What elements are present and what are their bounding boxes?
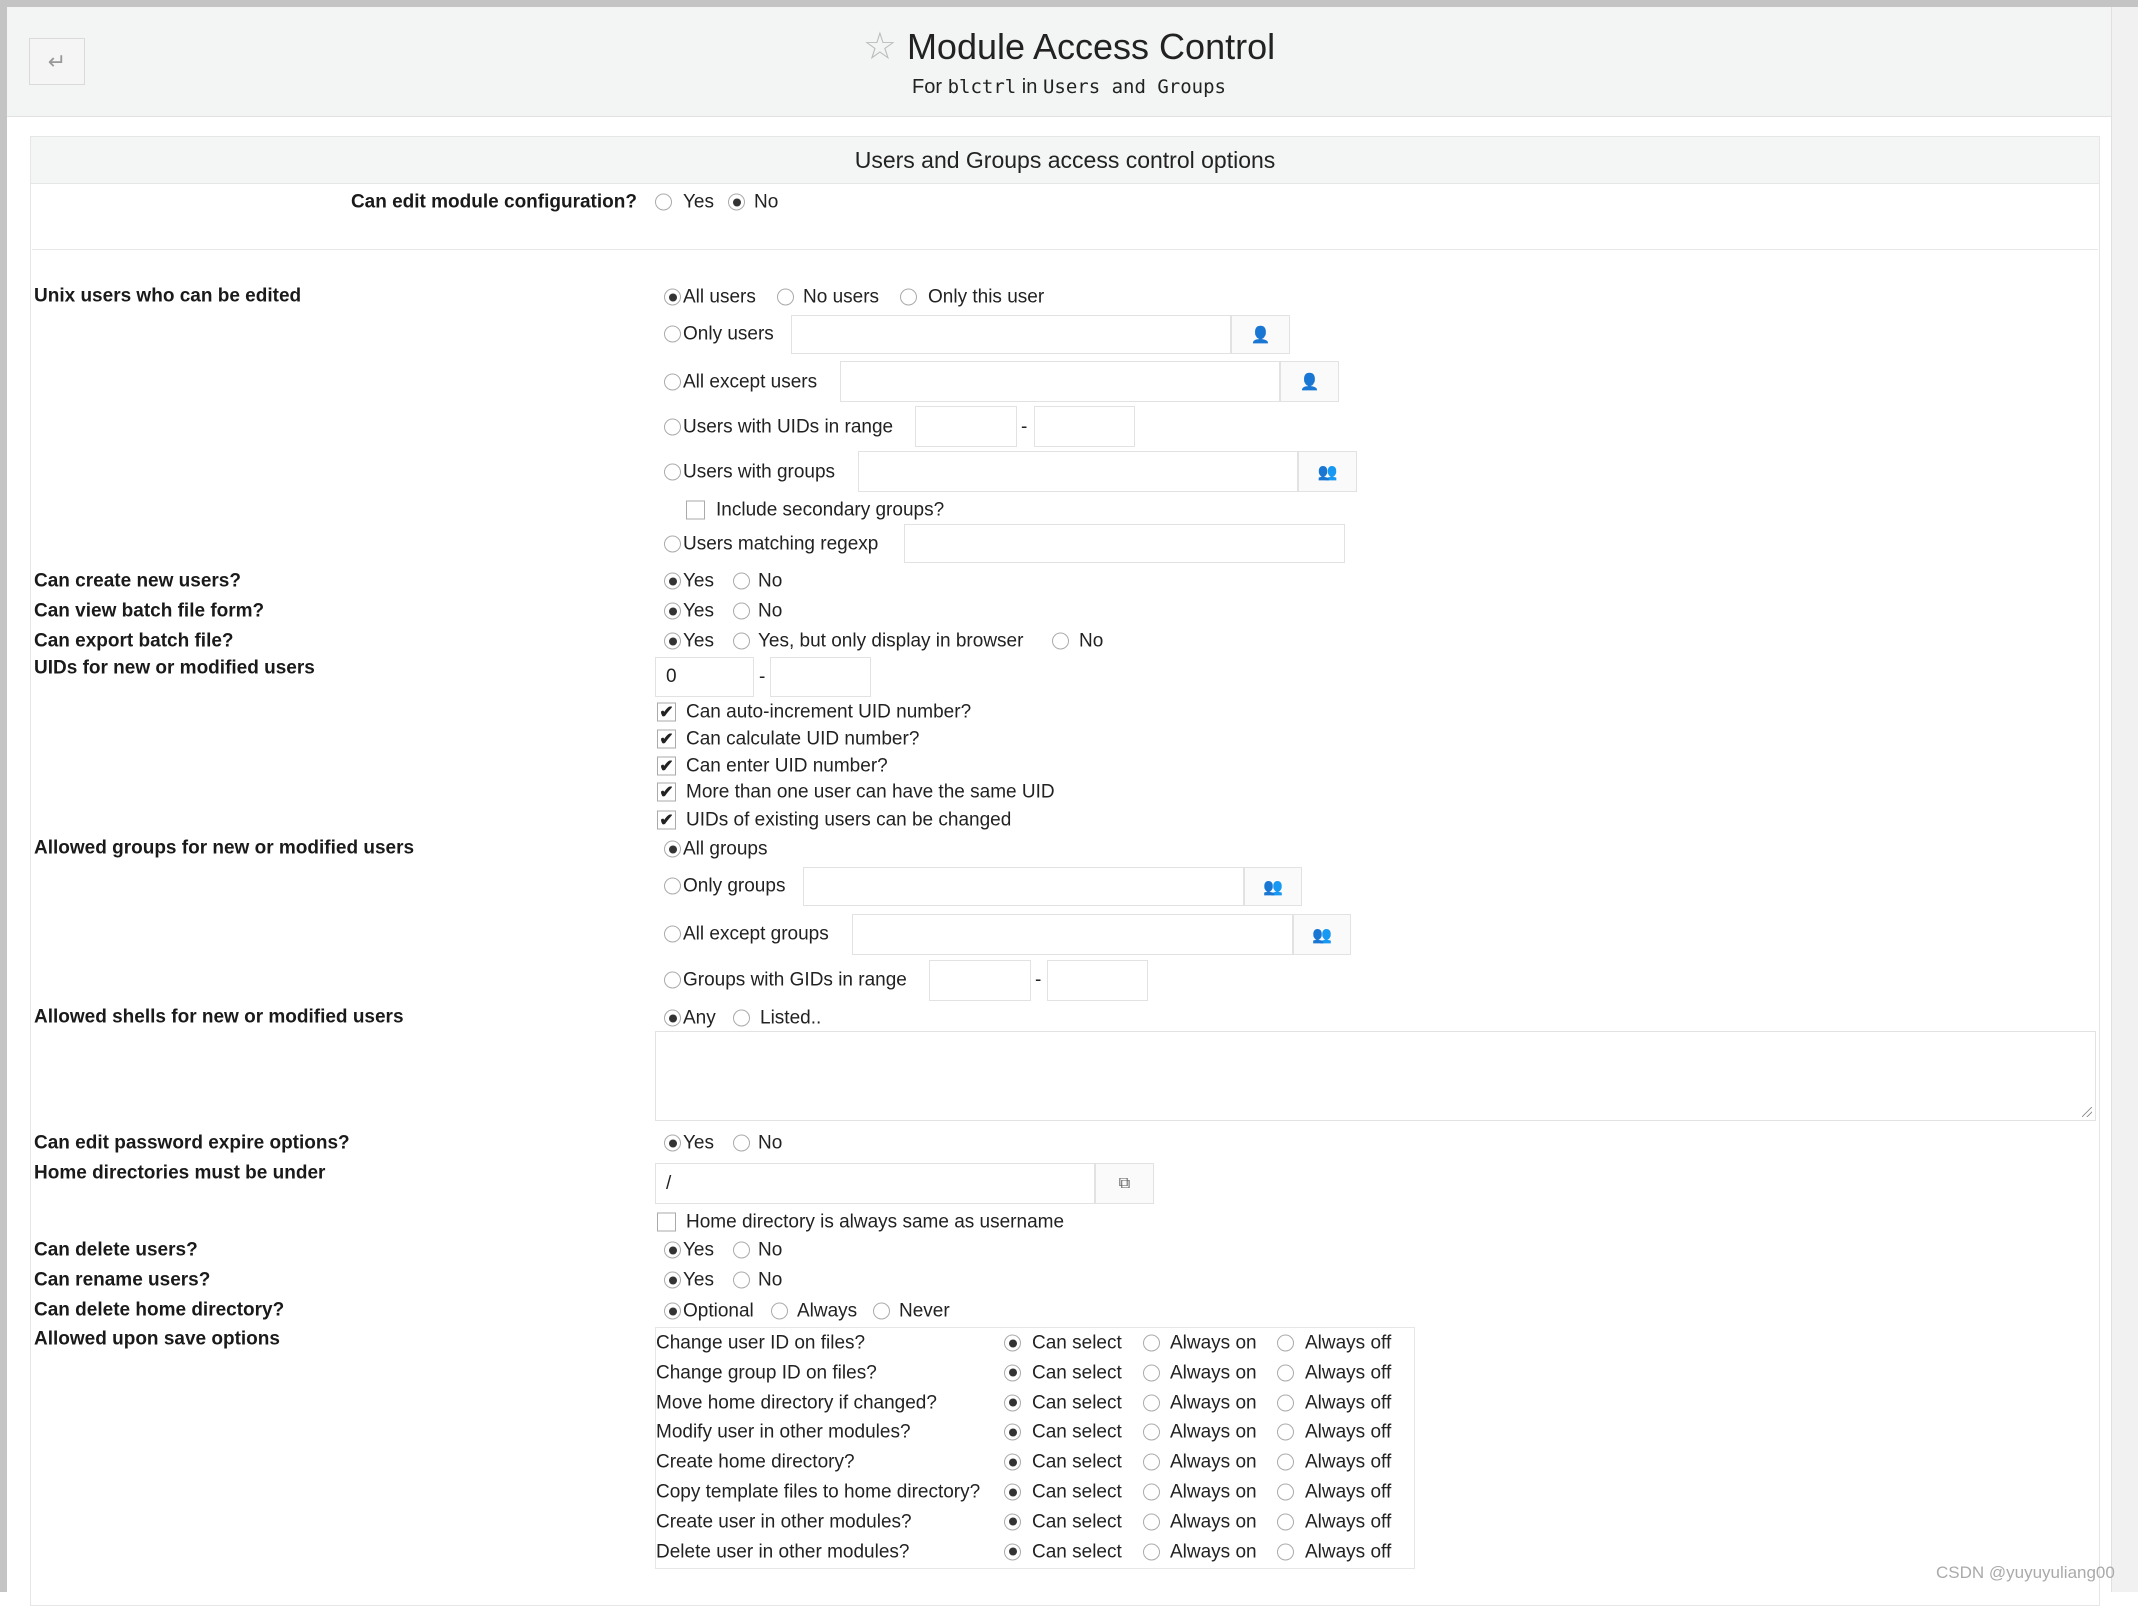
save-option-choice-label[interactable]: Always on bbox=[1170, 1421, 1257, 1443]
groups-except-radio[interactable] bbox=[664, 926, 681, 943]
export-batch-yes-radio[interactable] bbox=[664, 633, 681, 650]
batch-form-no-label[interactable]: No bbox=[758, 600, 783, 622]
unix-users-except-radio[interactable] bbox=[664, 374, 681, 391]
save-option-choice-label[interactable]: Always off bbox=[1305, 1481, 1392, 1503]
except-users-picker-button[interactable] bbox=[1280, 361, 1339, 402]
window-left-border bbox=[0, 0, 7, 1592]
groups-gid-range-radio[interactable] bbox=[664, 972, 681, 989]
arrow-return-icon: ↵ bbox=[47, 48, 67, 74]
groups-all-label[interactable]: All groups bbox=[683, 838, 768, 860]
export-batch-browser-radio[interactable] bbox=[733, 633, 750, 650]
export-batch-no-label[interactable]: No bbox=[1079, 630, 1104, 652]
user-icon: 👤 bbox=[1299, 373, 1320, 391]
can-edit-config-label: Can edit module configuration? bbox=[350, 191, 637, 213]
home-dir-input-value: / bbox=[666, 1172, 672, 1194]
include-secondary-label[interactable]: Include secondary groups? bbox=[716, 499, 945, 521]
save-option-choice-label[interactable]: Can select bbox=[1032, 1362, 1122, 1384]
unix-users-uid-range-label[interactable]: Users with UIDs in range bbox=[683, 416, 894, 438]
unix-users-only-this-label[interactable]: Only this user bbox=[928, 286, 1045, 308]
save-option-radio[interactable] bbox=[1004, 1543, 1021, 1560]
groups-only-label[interactable]: Only groups bbox=[683, 875, 786, 897]
unix-users-uid-range-radio[interactable] bbox=[664, 419, 681, 436]
pwd-expire-no-radio[interactable] bbox=[733, 1135, 750, 1152]
home-dir-input[interactable] bbox=[655, 1163, 1095, 1204]
subtitle-module: Users and Groups bbox=[1042, 76, 1226, 98]
range-separator: - bbox=[1035, 969, 1042, 991]
can-delete-users-yes-label[interactable]: Yes bbox=[683, 1239, 714, 1261]
only-users-input[interactable] bbox=[791, 315, 1231, 354]
save-option-choice-label[interactable]: Can select bbox=[1032, 1421, 1122, 1443]
file-chooser-icon: ⧉ bbox=[1118, 1174, 1131, 1192]
save-option-radio[interactable] bbox=[1143, 1543, 1160, 1560]
pwd-expire-label: Can edit password expire options? bbox=[34, 1132, 350, 1154]
save-option-row-label: Move home directory if changed? bbox=[656, 1392, 937, 1414]
except-users-input[interactable] bbox=[840, 361, 1280, 402]
groups-label: Allowed groups for new or modified users bbox=[34, 837, 415, 859]
checkmark-icon: ✔ bbox=[659, 729, 674, 749]
save-option-choice-label[interactable]: Always on bbox=[1170, 1511, 1257, 1533]
export-batch-browser-label[interactable]: Yes, but only display in browser bbox=[758, 630, 1024, 652]
panel-title: Users and Groups access control options bbox=[30, 136, 2100, 184]
save-option-radio[interactable] bbox=[1277, 1454, 1294, 1471]
uid-option-label[interactable]: Can auto-increment UID number? bbox=[686, 701, 972, 723]
window-top-border bbox=[0, 0, 2138, 7]
delete-home-always-radio[interactable] bbox=[771, 1303, 788, 1320]
uid-range-min-input[interactable] bbox=[915, 406, 1017, 447]
export-batch-label: Can export batch file? bbox=[34, 630, 234, 652]
uid-option-checkbox[interactable] bbox=[657, 783, 676, 802]
shells-any-label[interactable]: Any bbox=[683, 1007, 716, 1029]
checkmark-icon: ✔ bbox=[659, 810, 674, 830]
can-create-users-label: Can create new users? bbox=[34, 570, 241, 592]
can-edit-config-yes-radio[interactable] bbox=[655, 194, 672, 211]
save-option-radio[interactable] bbox=[1004, 1454, 1021, 1471]
pwd-expire-yes-label[interactable]: Yes bbox=[683, 1132, 714, 1154]
delete-home-optional-label[interactable]: Optional bbox=[683, 1300, 754, 1322]
can-rename-users-yes-radio[interactable] bbox=[664, 1272, 681, 1289]
include-secondary-checkbox[interactable] bbox=[686, 501, 705, 520]
can-rename-users-label: Can rename users? bbox=[34, 1269, 211, 1291]
unix-users-only-label[interactable]: Only users bbox=[683, 323, 774, 345]
range-separator: - bbox=[1021, 416, 1028, 438]
save-option-radio[interactable] bbox=[1004, 1364, 1021, 1381]
save-option-row-label: Delete user in other modules? bbox=[656, 1541, 910, 1563]
shells-label: Allowed shells for new or modified users bbox=[34, 1006, 404, 1028]
regexp-input[interactable] bbox=[904, 524, 1345, 563]
uid-option-checkbox[interactable] bbox=[657, 703, 676, 722]
save-option-radio[interactable] bbox=[1143, 1454, 1160, 1471]
uid-option-label[interactable]: Can calculate UID number? bbox=[686, 728, 920, 750]
save-option-radio[interactable] bbox=[1277, 1335, 1294, 1352]
user-icon: 👤 bbox=[1250, 326, 1271, 344]
save-option-radio[interactable] bbox=[1004, 1484, 1021, 1501]
can-delete-users-no-radio[interactable] bbox=[733, 1242, 750, 1259]
pwd-expire-no-label[interactable]: No bbox=[758, 1132, 783, 1154]
save-option-choice-label[interactable]: Always off bbox=[1305, 1362, 1392, 1384]
shells-listed-label[interactable]: Listed.. bbox=[760, 1007, 822, 1029]
uids-label: UIDs for new or modified users bbox=[34, 657, 315, 679]
uid-max-input[interactable] bbox=[770, 657, 871, 697]
save-option-radio[interactable] bbox=[1143, 1394, 1160, 1411]
can-create-users-yes-radio[interactable] bbox=[664, 573, 681, 590]
save-option-choice-label[interactable]: Always on bbox=[1170, 1451, 1257, 1473]
checkmark-icon: ✔ bbox=[659, 782, 674, 802]
home-dirs-label: Home directories must be under bbox=[34, 1162, 326, 1184]
page-subtitle bbox=[0, 76, 2138, 99]
uid-option-checkbox[interactable] bbox=[657, 730, 676, 749]
save-options-label: Allowed upon save options bbox=[34, 1328, 280, 1350]
save-option-row-label: Copy template files to home directory? bbox=[656, 1481, 981, 1503]
home-dir-chooser-button[interactable] bbox=[1095, 1163, 1154, 1204]
group-icon: 👥 bbox=[1263, 878, 1283, 896]
save-option-radio[interactable] bbox=[1143, 1513, 1160, 1530]
unix-users-all-radio[interactable] bbox=[664, 289, 681, 306]
save-option-radio[interactable] bbox=[1004, 1335, 1021, 1352]
unix-users-groups-label[interactable]: Users with groups bbox=[683, 461, 836, 483]
checkmark-icon: ✔ bbox=[659, 756, 674, 776]
delete-home-label: Can delete home directory? bbox=[34, 1299, 285, 1321]
unix-users-regexp-radio[interactable] bbox=[664, 536, 681, 553]
page-title bbox=[0, 24, 2138, 69]
unix-users-only-radio[interactable] bbox=[664, 326, 681, 343]
shells-textarea[interactable] bbox=[655, 1031, 2096, 1121]
watermark: CSDN @yuyuyuliang00 bbox=[1936, 1563, 2115, 1582]
can-delete-users-label: Can delete users? bbox=[34, 1239, 198, 1261]
save-option-row-label: Change group ID on files? bbox=[656, 1362, 877, 1384]
can-delete-users-no-label[interactable]: No bbox=[758, 1239, 783, 1261]
export-batch-no-radio[interactable] bbox=[1052, 633, 1069, 650]
save-option-choice-label[interactable]: Can select bbox=[1032, 1332, 1122, 1354]
save-option-choice-label[interactable]: Can select bbox=[1032, 1511, 1122, 1533]
page-title-text: Module Access Control bbox=[906, 26, 1276, 67]
subtitle-user: blctrl bbox=[947, 76, 1017, 98]
only-groups-input[interactable] bbox=[803, 867, 1244, 906]
batch-form-yes-label[interactable]: Yes bbox=[683, 600, 714, 622]
unix-users-none-radio[interactable] bbox=[777, 289, 794, 306]
save-option-row-label: Create home directory? bbox=[656, 1451, 855, 1473]
gid-min-input[interactable] bbox=[929, 960, 1031, 1001]
group-icon: 👥 bbox=[1317, 463, 1338, 481]
delete-home-never-radio[interactable] bbox=[873, 1303, 890, 1320]
uid-min-input-value: 0 bbox=[666, 666, 677, 687]
only-users-picker-button[interactable] bbox=[1231, 315, 1290, 354]
delete-home-never-label[interactable]: Never bbox=[899, 1300, 950, 1322]
delete-home-optional-radio[interactable] bbox=[664, 1303, 681, 1320]
uid-option-checkbox[interactable] bbox=[657, 757, 676, 776]
save-option-choice-label[interactable]: Always off bbox=[1305, 1392, 1392, 1414]
uid-option-label[interactable]: Can enter UID number? bbox=[686, 755, 888, 777]
can-edit-config-no-radio[interactable] bbox=[728, 194, 745, 211]
unix-users-regexp-label[interactable]: Users matching regexp bbox=[683, 533, 879, 555]
scrollbar[interactable] bbox=[2111, 7, 2138, 1592]
can-rename-users-no-radio[interactable] bbox=[733, 1272, 750, 1289]
unix-users-all-label[interactable]: All users bbox=[683, 286, 756, 308]
export-batch-yes-label[interactable]: Yes bbox=[683, 630, 714, 652]
star-icon[interactable]: ☆ bbox=[862, 26, 897, 68]
can-rename-users-yes-label[interactable]: Yes bbox=[683, 1269, 714, 1291]
divider bbox=[32, 249, 2098, 250]
users-groups-picker-button[interactable] bbox=[1298, 451, 1357, 492]
save-option-radio[interactable] bbox=[1143, 1364, 1160, 1381]
save-option-choice-label[interactable]: Always off bbox=[1305, 1332, 1392, 1354]
save-option-radio[interactable] bbox=[1004, 1424, 1021, 1441]
batch-form-yes-radio[interactable] bbox=[664, 603, 681, 620]
checkmark-icon: ✔ bbox=[659, 702, 674, 722]
save-option-choice-label[interactable]: Can select bbox=[1032, 1392, 1122, 1414]
unix-users-none-label[interactable]: No users bbox=[803, 286, 880, 308]
uid-min-input[interactable] bbox=[655, 657, 754, 697]
except-groups-picker-button[interactable] bbox=[1293, 914, 1351, 955]
save-option-radio[interactable] bbox=[1004, 1513, 1021, 1530]
save-option-radio[interactable] bbox=[1277, 1484, 1294, 1501]
unix-users-groups-radio[interactable] bbox=[664, 464, 681, 481]
groups-gid-range-label[interactable]: Groups with GIDs in range bbox=[683, 969, 907, 991]
save-option-row-label: Change user ID on files? bbox=[656, 1332, 866, 1354]
save-option-radio[interactable] bbox=[1004, 1394, 1021, 1411]
save-option-choice-label[interactable]: Always on bbox=[1170, 1332, 1257, 1354]
uid-option-label[interactable]: UIDs of existing users can be changed bbox=[686, 809, 1012, 831]
home-same-username-checkbox[interactable] bbox=[657, 1213, 676, 1232]
except-groups-input[interactable] bbox=[852, 914, 1293, 955]
delete-home-always-label[interactable]: Always bbox=[797, 1300, 858, 1322]
batch-form-no-radio[interactable] bbox=[733, 603, 750, 620]
range-separator: - bbox=[759, 666, 766, 688]
uid-option-label[interactable]: More than one user can have the same UID bbox=[686, 781, 1055, 803]
save-option-radio[interactable] bbox=[1277, 1394, 1294, 1411]
only-groups-picker-button[interactable] bbox=[1244, 867, 1302, 906]
save-option-choice-label[interactable]: Always on bbox=[1170, 1481, 1257, 1503]
save-option-choice-label[interactable]: Always off bbox=[1305, 1511, 1392, 1533]
can-create-users-yes-label[interactable]: Yes bbox=[683, 570, 714, 592]
save-option-choice-label[interactable]: Always off bbox=[1305, 1451, 1392, 1473]
can-create-users-no-label[interactable]: No bbox=[758, 570, 783, 592]
save-option-choice-label[interactable]: Always on bbox=[1170, 1541, 1257, 1563]
groups-only-radio[interactable] bbox=[664, 878, 681, 895]
batch-form-label: Can view batch file form? bbox=[34, 600, 265, 622]
save-option-choice-label[interactable]: Can select bbox=[1032, 1451, 1122, 1473]
group-icon: 👥 bbox=[1312, 926, 1332, 944]
save-option-choice-label[interactable]: Always on bbox=[1170, 1362, 1257, 1384]
groups-except-label[interactable]: All except groups bbox=[683, 923, 829, 945]
save-option-choice-label[interactable]: Can select bbox=[1032, 1481, 1122, 1503]
uid-option-checkbox[interactable] bbox=[657, 811, 676, 830]
pwd-expire-yes-radio[interactable] bbox=[664, 1135, 681, 1152]
groups-all-radio[interactable] bbox=[664, 841, 681, 858]
shells-any-radio[interactable] bbox=[664, 1010, 681, 1027]
save-option-radio[interactable] bbox=[1143, 1335, 1160, 1352]
save-option-radio[interactable] bbox=[1143, 1484, 1160, 1501]
can-delete-users-yes-radio[interactable] bbox=[664, 1242, 681, 1259]
save-option-row-label: Create user in other modules? bbox=[656, 1511, 912, 1533]
users-groups-input[interactable] bbox=[858, 451, 1298, 492]
save-option-radio[interactable] bbox=[1277, 1424, 1294, 1441]
save-option-radio[interactable] bbox=[1143, 1424, 1160, 1441]
save-option-row-label: Modify user in other modules? bbox=[656, 1421, 911, 1443]
unix-users-except-label[interactable]: All except users bbox=[683, 371, 818, 393]
save-option-choice-label[interactable]: Can select bbox=[1032, 1541, 1122, 1563]
uid-range-max-input[interactable] bbox=[1034, 406, 1135, 447]
save-option-radio[interactable] bbox=[1277, 1543, 1294, 1560]
save-option-choice-label[interactable]: Always off bbox=[1305, 1541, 1392, 1563]
shells-listed-radio[interactable] bbox=[733, 1010, 750, 1027]
can-edit-config-no-label[interactable]: No bbox=[754, 191, 779, 213]
save-option-radio[interactable] bbox=[1277, 1513, 1294, 1530]
can-create-users-no-radio[interactable] bbox=[733, 573, 750, 590]
can-rename-users-no-label[interactable]: No bbox=[758, 1269, 783, 1291]
save-option-radio[interactable] bbox=[1277, 1364, 1294, 1381]
unix-users-only-this-radio[interactable] bbox=[900, 289, 917, 306]
subtitle-for: For bbox=[912, 76, 943, 98]
unix-users-label: Unix users who can be edited bbox=[34, 285, 302, 307]
home-same-username-label[interactable]: Home directory is always same as username bbox=[686, 1211, 1065, 1233]
can-edit-config-yes-label[interactable]: Yes bbox=[683, 191, 714, 213]
gid-max-input[interactable] bbox=[1047, 960, 1148, 1001]
save-option-choice-label[interactable]: Always off bbox=[1305, 1421, 1392, 1443]
subtitle-in: in bbox=[1021, 76, 1038, 98]
save-option-choice-label[interactable]: Always on bbox=[1170, 1392, 1257, 1414]
